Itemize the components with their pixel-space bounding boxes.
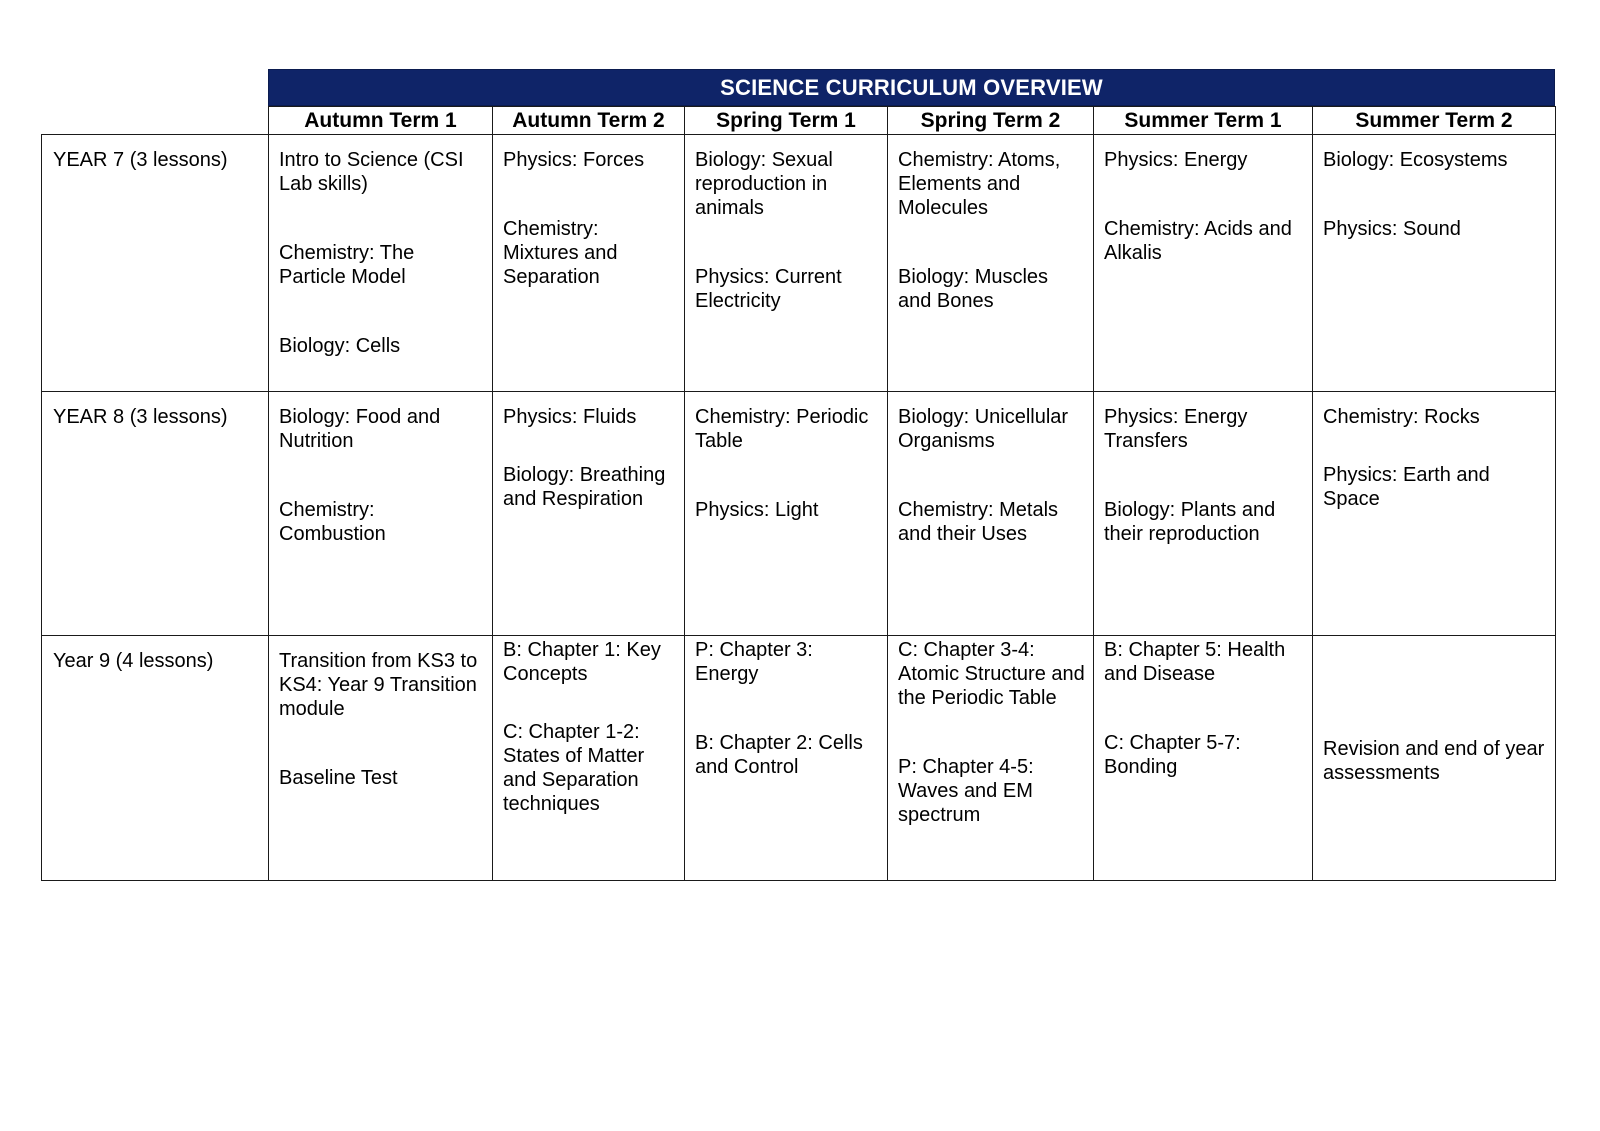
table-row-year-7 <box>42 135 1556 392</box>
topic: Biology: Breathing and Respiration <box>503 464 666 510</box>
term-header-spring-2: Spring Term 2 <box>888 107 1094 135</box>
curriculum-cell <box>1094 636 1313 881</box>
header-corner <box>42 107 269 135</box>
topic: Biology: Cells <box>279 335 401 357</box>
topic: Baseline Test <box>279 767 398 789</box>
topic: C: Chapter 5-7: Bonding <box>1104 732 1241 778</box>
topic: Chemistry: The Particle Model <box>279 242 415 288</box>
curriculum-cell <box>269 392 493 636</box>
term-header-spring-1: Spring Term 1 <box>685 107 888 135</box>
topic: C: Chapter 1-2: States of Matter and Separation techniques <box>503 721 645 815</box>
year-label: YEAR 8 (3 lessons) <box>42 392 269 636</box>
topic: Biology: Food and Nutrition <box>279 406 441 452</box>
topic: Revision and end of year assessments <box>1323 737 1545 784</box>
curriculum-cell <box>493 135 685 392</box>
topic: Chemistry: Mixtures and Separation <box>503 218 618 288</box>
term-header-summer-2: Summer Term 2 <box>1313 107 1556 135</box>
year-label: YEAR 7 (3 lessons) <box>42 135 269 392</box>
topic: Biology: Unicellular Organisms <box>898 406 1069 452</box>
topic: B: Chapter 5: Health and Disease <box>1104 639 1286 685</box>
topic: P: Chapter 3: Energy <box>695 639 813 685</box>
topic: Chemistry: Metals and their Uses <box>898 499 1059 545</box>
term-header-autumn-2: Autumn Term 2 <box>493 107 685 135</box>
table-row-year-9 <box>42 636 1556 881</box>
topic: Physics: Light <box>695 499 819 521</box>
term-header-summer-1: Summer Term 1 <box>1094 107 1313 135</box>
topic: Physics: Energy <box>1104 149 1248 171</box>
topic: Biology: Ecosystems <box>1323 149 1508 171</box>
term-header-autumn-1: Autumn Term 1 <box>269 107 493 135</box>
topic: Physics: Forces <box>503 149 645 171</box>
curriculum-cell <box>685 392 888 636</box>
curriculum-cell <box>269 135 493 392</box>
topic: Physics: Earth and Space <box>1323 464 1490 510</box>
topic: Physics: Sound <box>1323 218 1461 240</box>
topic: Biology: Plants and their reproduction <box>1104 499 1276 545</box>
year-label: Year 9 (4 lessons) <box>42 636 269 881</box>
topic: Biology: Sexual reproduction in animals <box>695 149 833 219</box>
topic: Chemistry: Periodic Table <box>695 406 869 452</box>
curriculum-table <box>41 106 1556 881</box>
topic: B: Chapter 1: Key Concepts <box>503 639 661 685</box>
curriculum-cell <box>888 135 1094 392</box>
curriculum-title: SCIENCE CURRICULUM OVERVIEW <box>268 69 1555 106</box>
term-header-row <box>42 107 1556 135</box>
topic: Chemistry: Atoms, Elements and Molecules <box>898 149 1061 219</box>
topic: Chemistry: Rocks <box>1323 406 1480 428</box>
curriculum-cell <box>888 392 1094 636</box>
curriculum-cell <box>1094 392 1313 636</box>
topic: C: Chapter 3-4: Atomic Structure and the Periodic Table <box>898 639 1085 709</box>
topic: Chemistry: Acids and Alkalis <box>1104 218 1292 264</box>
curriculum-cell <box>685 636 888 881</box>
topic: Chemistry: Combustion <box>279 499 386 545</box>
topic: Biology: Muscles and Bones <box>898 266 1049 312</box>
curriculum-cell <box>493 636 685 881</box>
table-row-year-8 <box>42 392 1556 636</box>
curriculum-cell <box>493 392 685 636</box>
topic: Physics: Fluids <box>503 406 637 428</box>
curriculum-cell <box>1313 636 1556 881</box>
curriculum-cell <box>269 636 493 881</box>
curriculum-cell <box>1313 392 1556 636</box>
topic: Physics: Energy Transfers <box>1104 406 1248 452</box>
curriculum-cell <box>888 636 1094 881</box>
curriculum-cell <box>1094 135 1313 392</box>
topic: P: Chapter 4-5: Waves and EM spectrum <box>898 756 1034 826</box>
curriculum-cell <box>1313 135 1556 392</box>
curriculum-cell <box>685 135 888 392</box>
topic: Intro to Science (CSI Lab skills) <box>279 149 464 195</box>
topic: Transition from KS3 to KS4: Year 9 Transition module <box>279 650 478 720</box>
topic: B: Chapter 2: Cells and Control <box>695 732 863 778</box>
topic: Physics: Current Electricity <box>695 266 842 312</box>
